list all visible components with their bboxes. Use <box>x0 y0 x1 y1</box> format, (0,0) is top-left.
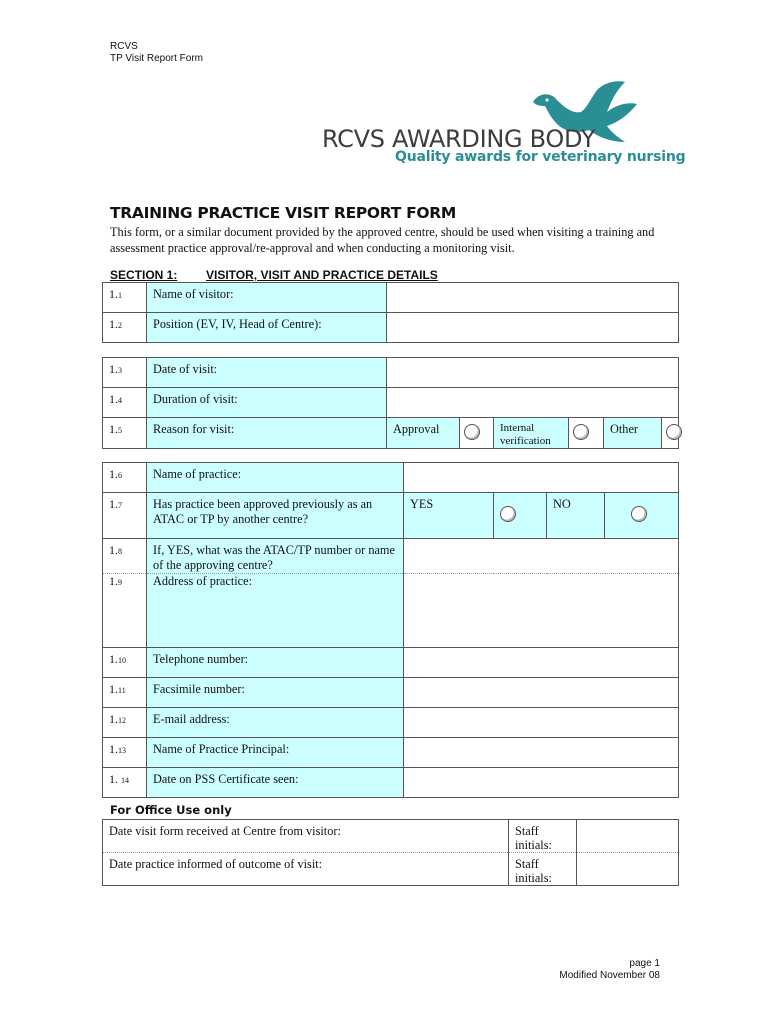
table-row <box>103 388 679 418</box>
row-number: 1.4 <box>103 388 147 418</box>
row-number: 1.9 <box>103 574 147 648</box>
table-row <box>103 539 679 574</box>
visit-table <box>102 357 679 449</box>
practice-address-field[interactable] <box>404 574 679 648</box>
staff-initials-field[interactable] <box>577 853 679 886</box>
row-number: 1.13 <box>103 738 147 768</box>
option-label-yes: YES <box>404 493 494 539</box>
form-intro: This form, or a similar document provided by the approved centre, should be used when visiting a training and assessment practice approval/re-approval and when conducting a monitoring visit. <box>110 225 655 255</box>
section-heading <box>110 268 438 282</box>
field-label: Date on PSS Certificate seen: <box>147 768 404 798</box>
field-label: E-mail address: <box>147 708 404 738</box>
internal-verification-radio[interactable] <box>573 424 589 440</box>
pss-certificate-date-field[interactable] <box>404 768 679 798</box>
approval-radio[interactable] <box>464 424 480 440</box>
row-number: 1.7 <box>103 493 147 539</box>
radio-cell <box>569 418 604 449</box>
table-row <box>103 678 679 708</box>
facsimile-field[interactable] <box>404 678 679 708</box>
modified-date: Modified November 08 <box>559 970 660 981</box>
field-label: If, YES, what was the ATAC/TP number or name of the approving centre? <box>147 539 404 574</box>
document-header <box>110 41 203 65</box>
table-row <box>103 853 679 886</box>
header-org: RCVS <box>110 41 138 52</box>
field-label: Telephone number: <box>147 648 404 678</box>
office-label: Date practice informed of outcome of visit: <box>103 853 509 886</box>
radio-cell <box>460 418 494 449</box>
practice-name-field[interactable] <box>404 463 679 493</box>
table-row <box>103 820 679 853</box>
table-row <box>103 574 679 648</box>
field-label: Duration of visit: <box>147 388 387 418</box>
row-number: 1.2 <box>103 313 147 343</box>
row-number: 1.12 <box>103 708 147 738</box>
field-label: Name of practice: <box>147 463 404 493</box>
row-number: 1.3 <box>103 358 147 388</box>
logo-tagline: Quality awards for veterinary nursing <box>395 149 686 165</box>
row-number: 1.1 <box>103 283 147 313</box>
section-title: VISITOR, VISIT AND PRACTICE DETAILS <box>206 268 438 282</box>
row-number: 1.8 <box>103 539 147 574</box>
email-field[interactable] <box>404 708 679 738</box>
table-row <box>103 283 679 313</box>
office-label: Date visit form received at Centre from visitor: <box>103 820 509 853</box>
staff-initials-label: Staff initials: <box>509 820 577 853</box>
table-row <box>103 313 679 343</box>
other-radio[interactable] <box>666 424 682 440</box>
field-label: Facsimile number: <box>147 678 404 708</box>
principal-name-field[interactable] <box>404 738 679 768</box>
table-row <box>103 648 679 678</box>
document-footer <box>559 958 660 982</box>
option-label-no: NO <box>547 493 605 539</box>
visitor-table <box>102 282 679 343</box>
field-label: Name of Practice Principal: <box>147 738 404 768</box>
table-row <box>103 418 679 449</box>
table-row <box>103 768 679 798</box>
row-number: 1.5 <box>103 418 147 449</box>
field-label: Position (EV, IV, Head of Centre): <box>147 313 387 343</box>
staff-initials-field[interactable] <box>577 820 679 853</box>
field-label: Has practice been approved previously as an ATAC or TP by another centre? <box>147 493 404 539</box>
radio-cell <box>605 493 679 539</box>
field-label: Reason for visit: <box>147 418 387 449</box>
staff-initials-label: Staff initials: <box>509 853 577 886</box>
date-of-visit-field[interactable] <box>387 358 679 388</box>
radio-cell <box>662 418 679 449</box>
field-label: Name of visitor: <box>147 283 387 313</box>
field-label: Date of visit: <box>147 358 387 388</box>
option-label-internal-verification: Internal verification <box>494 418 569 449</box>
table-row <box>103 708 679 738</box>
row-number: 1. 14 <box>103 768 147 798</box>
row-number: 1.10 <box>103 648 147 678</box>
field-label: Address of practice: <box>147 574 404 648</box>
table-row <box>103 463 679 493</box>
option-label-approval: Approval <box>387 418 460 449</box>
telephone-field[interactable] <box>404 648 679 678</box>
approving-centre-field[interactable] <box>404 539 679 574</box>
section-number: SECTION 1: <box>110 268 178 282</box>
option-label-other: Other <box>604 418 662 449</box>
table-row <box>103 358 679 388</box>
office-use-heading: For Office Use only <box>110 803 232 817</box>
row-number: 1.11 <box>103 678 147 708</box>
practice-table <box>102 462 679 798</box>
no-radio[interactable] <box>631 506 647 522</box>
row-number: 1.6 <box>103 463 147 493</box>
visitor-position-field[interactable] <box>387 313 679 343</box>
header-form-name: TP Visit Report Form <box>110 53 203 64</box>
office-use-table <box>102 819 679 886</box>
yes-radio[interactable] <box>500 506 516 522</box>
table-row <box>103 738 679 768</box>
visitor-name-field[interactable] <box>387 283 679 313</box>
radio-cell <box>494 493 547 539</box>
page-number: page 1 <box>629 958 660 969</box>
duration-field[interactable] <box>387 388 679 418</box>
logo-name: RCVS AWARDING BODY <box>322 125 596 153</box>
table-row <box>103 493 679 539</box>
form-title: TRAINING PRACTICE VISIT REPORT FORM <box>110 204 457 222</box>
